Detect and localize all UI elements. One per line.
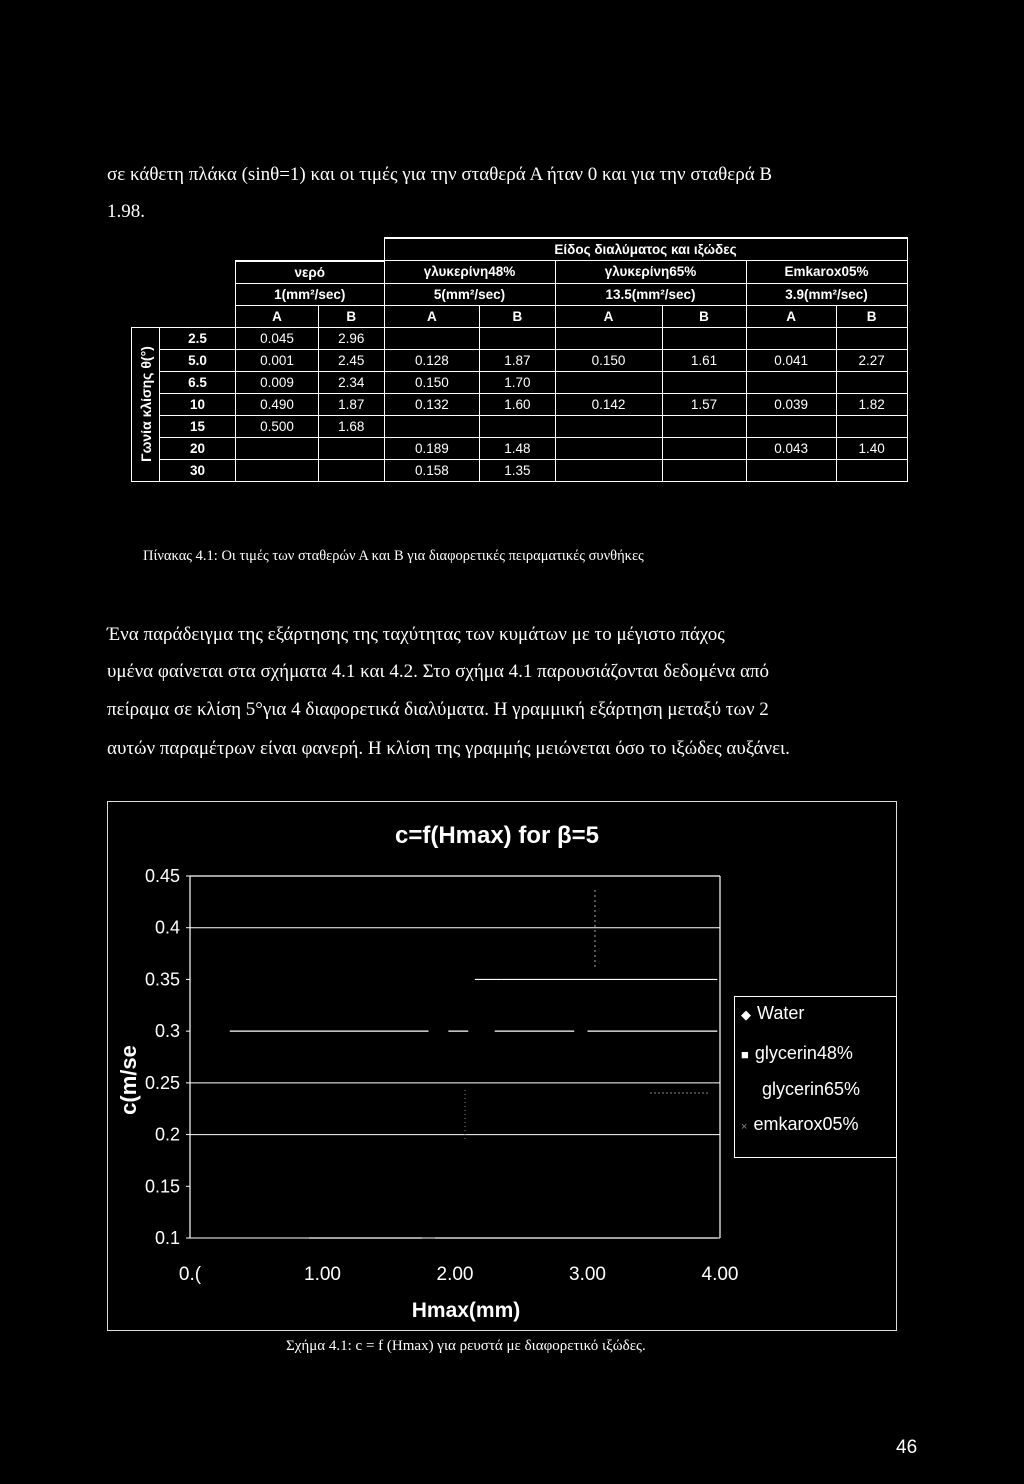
- value-cell: 0.150: [555, 349, 662, 371]
- value-cell: 0.490: [236, 393, 319, 415]
- value-cell: 0.189: [384, 437, 480, 459]
- value-cell: 2.34: [319, 371, 385, 393]
- value-cell: 0.132: [384, 393, 480, 415]
- x-tick-label: 2.00: [436, 1264, 474, 1285]
- col-b: B: [836, 305, 907, 327]
- y-tick-label: 0.2: [154, 1124, 180, 1145]
- intro-line-2: 1.98.: [107, 201, 145, 222]
- value-cell: 0.045: [236, 327, 319, 349]
- fluid-header-glycerin65: γλυκερίνη65%: [555, 261, 746, 284]
- col-b: B: [480, 305, 555, 327]
- angle-cell: 5.0: [160, 349, 236, 371]
- col-a: A: [384, 305, 480, 327]
- value-cell: 0.150: [384, 371, 480, 393]
- x-tick-label: 4.00: [701, 1264, 739, 1285]
- value-cell: 0.001: [236, 349, 319, 371]
- value-cell: 1.57: [662, 393, 746, 415]
- y-tick-label: 0.25: [144, 1072, 180, 1093]
- figure-caption: Σχήμα 4.1: c = f (Hmax) για ρευστά με διαφορετικό ιξώδες.: [286, 1338, 646, 1354]
- col-a: A: [555, 305, 662, 327]
- body-line-3: πείραμα σε κλίση 5°για 4 διαφορετικά διαλύματα. Η γραμμική εξάρτηση μεταξύ των 2: [107, 699, 769, 720]
- fluid-header-glycerin48: γλυκερίνη48%: [384, 261, 555, 284]
- value-cell: 0.041: [746, 349, 836, 371]
- value-cell: 1.48: [480, 437, 555, 459]
- y-tick-label: 0.45: [144, 866, 180, 886]
- value-cell: 1.82: [836, 393, 907, 415]
- value-cell: 1.68: [319, 415, 385, 437]
- cross-marker-icon: ×: [741, 1121, 748, 1133]
- value-cell: 1.60: [480, 393, 555, 415]
- value-cell: 1.35: [480, 459, 555, 481]
- viscosity-glycerin48: 5(mm²/sec): [384, 283, 555, 305]
- y-tick-label: 0.3: [154, 1021, 180, 1042]
- intro-line-1: σε κάθετη πλάκα (sinθ=1) και οι τιμές για την σταθερά Α ήταν 0 και για την σταθερά Β: [107, 164, 773, 185]
- y-axis-label: c(m/se: [116, 1045, 141, 1115]
- angle-cell: 30: [160, 459, 236, 481]
- value-cell: 0.142: [555, 393, 662, 415]
- angle-cell: 6.5: [160, 371, 236, 393]
- x-axis-label: Hmax(mm): [411, 1299, 521, 1322]
- viscosity-glycerin65: 13.5(mm²/sec): [555, 283, 746, 305]
- legend-item-glycerin65: glycerin65%: [762, 1079, 861, 1099]
- angle-axis-label: Γωνία κλίσης θ(°): [132, 327, 160, 481]
- page-number: 46: [896, 1437, 918, 1458]
- value-cell: 1.87: [319, 393, 385, 415]
- angle-cell: 15: [160, 415, 236, 437]
- x-tick-label: 0.(: [178, 1264, 202, 1285]
- chart-title: c=f(Hmax) for β=5: [394, 822, 600, 849]
- value-cell: 2.27: [836, 349, 907, 371]
- diamond-marker-icon: ◆: [741, 1007, 751, 1022]
- body-line-4: αυτών παραμέτρων είναι φανερή. Η κλίση της γραμμής μειώνεται όσο το ιξώδες αυξάνει.: [107, 738, 790, 759]
- square-marker-icon: ■: [741, 1047, 749, 1062]
- y-tick-label: 0.15: [144, 1176, 180, 1197]
- fluid-header-water: νερό: [236, 261, 385, 284]
- angle-cell: 10: [160, 393, 236, 415]
- value-cell: 0.039: [746, 393, 836, 415]
- legend-item-emkarox: × emkarox05%: [741, 1114, 859, 1134]
- col-b: B: [319, 305, 385, 327]
- value-cell: 1.40: [836, 437, 907, 459]
- table-caption: Πίνακας 4.1: Οι τιμές των σταθερών Α και Β για διαφορετικές πειραματικές συνθήκες: [143, 548, 644, 564]
- col-b: B: [662, 305, 746, 327]
- y-tick-label: 0.4: [154, 917, 180, 938]
- value-cell: 1.70: [480, 371, 555, 393]
- x-tick-label: 1.00: [304, 1264, 341, 1285]
- y-tick-label: 0.1: [154, 1228, 180, 1248]
- value-cell: 0.158: [384, 459, 480, 481]
- value-cell: 0.009: [236, 371, 319, 393]
- value-cell: 0.500: [236, 415, 319, 437]
- body-line-1: Ένα παράδειγμα της εξάρτησης της ταχύτητας των κυμάτων με το μέγιστο πάχος: [107, 624, 725, 645]
- chart-legend: [734, 996, 897, 1158]
- body-line-2: υμένα φαίνεται στα σχήματα 4.1 και 4.2. Στο σχήμα 4.1 παρουσιάζονται δεδομένα από: [107, 661, 770, 682]
- value-cell: 0.128: [384, 349, 480, 371]
- col-a: A: [746, 305, 836, 327]
- y-tick-label: 0.35: [144, 969, 180, 990]
- viscosity-water: 1(mm²/sec): [236, 283, 385, 305]
- angle-cell: 2.5: [160, 327, 236, 349]
- col-a: A: [236, 305, 319, 327]
- value-cell: 1.61: [662, 349, 746, 371]
- x-tick-label: 3.00: [569, 1264, 606, 1285]
- viscosity-emkarox: 3.9(mm²/sec): [746, 283, 907, 305]
- angle-cell: 20: [160, 437, 236, 459]
- value-cell: 1.87: [480, 349, 555, 371]
- value-cell: 2.96: [319, 327, 385, 349]
- value-cell: 0.043: [746, 437, 836, 459]
- fluid-header-emkarox: Emkarox05%: [746, 261, 907, 284]
- legend-item-water: ◆ Water: [741, 1003, 805, 1023]
- group-header: Είδος διαλύματος και ιξώδες: [384, 238, 907, 261]
- value-cell: 2.45: [319, 349, 385, 371]
- legend-item-glycerin48: ■ glycerin48%: [741, 1043, 853, 1063]
